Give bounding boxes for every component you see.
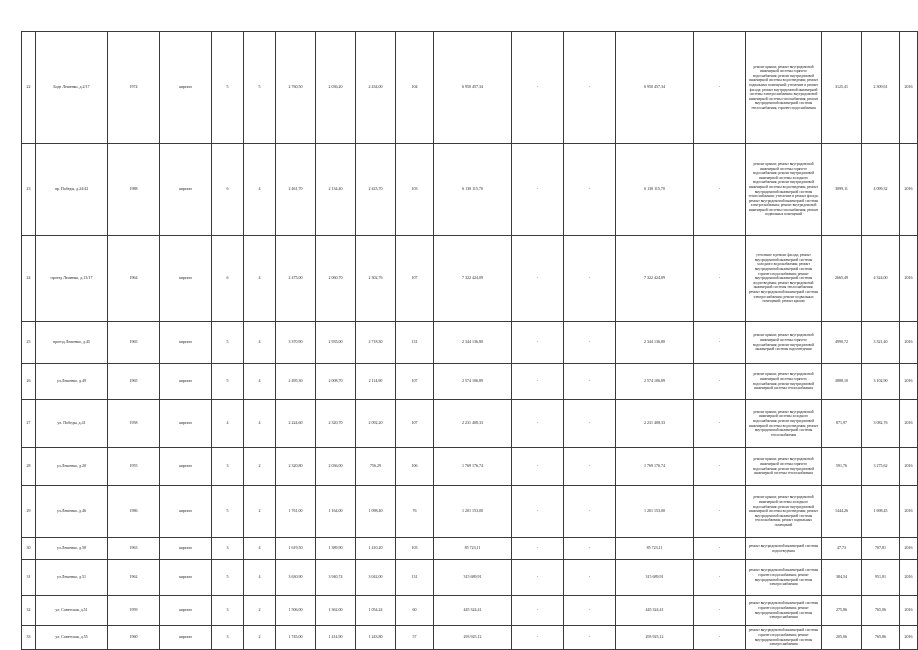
- cell-plan-year: 2016: [900, 626, 918, 650]
- cell-floors: 5: [212, 486, 244, 538]
- cell-material: кирпич: [160, 626, 212, 650]
- cell-address: пр. Победы, д.24/42: [36, 144, 108, 236]
- cell-fund-4: -: [694, 400, 746, 448]
- cell-fund-1: -: [512, 596, 564, 626]
- cell-year: 1960: [108, 626, 160, 650]
- cell-area-other: 1 243,80: [356, 626, 396, 650]
- cell-fund-1: -: [512, 486, 564, 538]
- cell-entrances: 5: [244, 32, 276, 144]
- cell-fund-2: -: [564, 236, 616, 322]
- cell-fund-1: -: [512, 400, 564, 448]
- cell-area-total: 2 461,70: [276, 144, 316, 236]
- table-row: [22, 626, 918, 650]
- cell-year: 1974: [108, 32, 160, 144]
- cell-area-living: 2 008,70: [316, 364, 356, 400]
- table-row: [22, 596, 918, 626]
- capital-repair-table: [21, 31, 918, 650]
- cell-address: проезд Лешенко, д.45: [36, 322, 108, 364]
- cell-area-other: 1 098,40: [356, 486, 396, 538]
- cell-entrances: 2: [244, 486, 276, 538]
- cell-material: кирпич: [160, 448, 212, 486]
- cell-number: 29: [22, 486, 36, 538]
- cell-area-total: 1 761,00: [276, 486, 316, 538]
- cell-fund-2: -: [564, 596, 616, 626]
- cell-limit-cost: 3 102,90: [862, 364, 900, 400]
- table-row: [22, 236, 918, 322]
- table-row: [22, 448, 918, 486]
- cell-plan-year: 2016: [900, 322, 918, 364]
- cell-unit-cost: 4990,72: [822, 322, 862, 364]
- cell-area-living: 2 320,70: [316, 400, 356, 448]
- cell-area-living: 3 940,74: [316, 560, 356, 596]
- cell-floors: 6: [212, 236, 244, 322]
- cell-entrances: 2: [244, 448, 276, 486]
- cell-work-types: ремонт крыши; ремонт внутридомовой инженерной системы холодного водоснабжения; ремонт внутридомовой инженерной системы водоотведения; ремонт внутридомовой инженерной системы теплоснабжения; ремонт подвальных помещений: [746, 486, 822, 538]
- cell-total-cost: 445 324,41: [434, 596, 512, 626]
- cell-address: ул.Лешенко, д.20: [36, 448, 108, 486]
- cell-area-total: 3 630,90: [276, 560, 316, 596]
- cell-plan-year: 2016: [900, 364, 918, 400]
- cell-fund-2: -: [564, 486, 616, 538]
- cell-floors: 5: [212, 32, 244, 144]
- cell-total-cost: 2 231 408,33: [434, 400, 512, 448]
- cell-area-living: 2 036,20: [316, 32, 356, 144]
- cell-year: 1959: [108, 596, 160, 626]
- cell-residents: 107: [396, 400, 434, 448]
- cell-address: ул.Лешенко, д.51: [36, 560, 108, 596]
- cell-residents: 104: [396, 32, 434, 144]
- cell-number: 32: [22, 596, 36, 626]
- cell-fund-4: -: [694, 486, 746, 538]
- cell-work-types: утепление и ремонт фасада; ремонт внутридомовой инженерной системы холодного водоснабжения; ремонт внутридомовой инженерной системы горячего водоснабжения; ремонт внутридомовой инженерной системы водоотведения; ремонт внутридомовой инженерной системы теплоснабжения; ремонт внутридомовой инженерной системы электроснабжения; ремонт подвальных помещений; ремонт крыши: [746, 236, 822, 322]
- cell-number: 33: [22, 626, 36, 650]
- cell-fund-4: -: [694, 32, 746, 144]
- cell-total-cost: 1 769 176,74: [434, 448, 512, 486]
- cell-fund-3: 315 689,91: [616, 560, 694, 596]
- table-row: [22, 364, 918, 400]
- cell-entrances: 4: [244, 322, 276, 364]
- cell-plan-year: 2016: [900, 538, 918, 560]
- cell-limit-cost: 765,86: [862, 626, 900, 650]
- cell-area-other: 1 054,24: [356, 596, 396, 626]
- cell-floors: 4: [212, 400, 244, 448]
- cell-area-other: 2 114,90: [356, 364, 396, 400]
- cell-fund-4: -: [694, 364, 746, 400]
- cell-address: ул. Советская, д.55: [36, 626, 108, 650]
- cell-material: кирпич: [160, 236, 212, 322]
- cell-fund-1: -: [512, 236, 564, 322]
- cell-residents: 76: [396, 486, 434, 538]
- cell-number: 24: [22, 236, 36, 322]
- cell-plan-year: 2016: [900, 32, 918, 144]
- cell-area-living: 2 935,00: [316, 322, 356, 364]
- cell-fund-3: 1 201 153,00: [616, 486, 694, 538]
- cell-work-types: ремонт крыши; ремонт внутридомовой инженерной системы холодного водоснабжения; ремонт внутридомовой инженерной системы водоотведения; ремонт внутридомовой инженерной системы теплоснабжения: [746, 400, 822, 448]
- cell-address: Боде Лешенко, д.2/17: [36, 32, 108, 144]
- cell-entrances: 4: [244, 400, 276, 448]
- cell-limit-cost: 951,81: [862, 560, 900, 596]
- cell-plan-year: 2016: [900, 236, 918, 322]
- cell-year: 1958: [108, 400, 160, 448]
- cell-total-cost: 293 925,12: [434, 626, 512, 650]
- cell-material: кирпич: [160, 322, 212, 364]
- table-row: [22, 538, 918, 560]
- cell-fund-3: 2 231 408,33: [616, 400, 694, 448]
- cell-limit-cost: 4 099,32: [862, 144, 900, 236]
- cell-fund-2: -: [564, 322, 616, 364]
- cell-area-living: 1 389,90: [316, 538, 356, 560]
- cell-area-total: 1 506,00: [276, 596, 316, 626]
- table-row: [22, 322, 918, 364]
- cell-fund-4: -: [694, 236, 746, 322]
- cell-number: 23: [22, 144, 36, 236]
- cell-fund-3: 6 130 115,70: [616, 144, 694, 236]
- cell-plan-year: 2016: [900, 486, 918, 538]
- cell-entrances: 4: [244, 236, 276, 322]
- cell-residents: 131: [396, 560, 434, 596]
- cell-fund-3: 6 950 457,34: [616, 32, 694, 144]
- cell-work-types: ремонт крыши; ремонт внутридомовой инженерной системы горячего водоснабжения; ремонт внутридомовой инженерной системы теплоснабжения: [746, 364, 822, 400]
- cell-total-cost: 6 950 457,34: [434, 32, 512, 144]
- cell-fund-4: -: [694, 626, 746, 650]
- cell-fund-1: -: [512, 144, 564, 236]
- cell-total-cost: 2 344 136,80: [434, 322, 512, 364]
- cell-work-types: ремонт крыши; ремонт внутридомовой инженерной системы горячего водоснабжения; ремонт внутридомовой инженерной системы водоотведения: [746, 322, 822, 364]
- cell-year: 1988: [108, 144, 160, 236]
- cell-unit-cost: 3099,11: [822, 144, 862, 236]
- cell-floors: 3: [212, 538, 244, 560]
- cell-area-total: 1 619,50: [276, 538, 316, 560]
- cell-unit-cost: 3125,41: [822, 32, 862, 144]
- cell-work-types: ремонт внутридомовой инженерной системы водоотведения: [746, 538, 822, 560]
- cell-fund-1: -: [512, 560, 564, 596]
- cell-number: 30: [22, 538, 36, 560]
- cell-year: 1965: [108, 364, 160, 400]
- cell-plan-year: 2016: [900, 400, 918, 448]
- cell-material: кирпич: [160, 400, 212, 448]
- cell-material: кирпич: [160, 32, 212, 144]
- cell-work-types: ремонт крыши; ремонт внутридомовой инженерной системы горячего водоснабжения; ремонт внутридомовой инженерной системы водоотведения; ремонт подвальных помещений; утепление и ремонт фасада; ремонт внутридомовой инженерной системы электроснабжения; внутридомовой инженерной системы газоснабжения; ремонт внутридомовой инженерной системы теплоснабжения, горячего водоснабжения: [746, 32, 822, 144]
- cell-address: ул. Победы, д.41: [36, 400, 108, 448]
- cell-plan-year: 2016: [900, 560, 918, 596]
- cell-year: 1965: [108, 322, 160, 364]
- cell-floors: 5: [212, 364, 244, 400]
- cell-entrances: 4: [244, 364, 276, 400]
- cell-limit-cost: 765,06: [862, 596, 900, 626]
- cell-area-other: 1 410,20: [356, 538, 396, 560]
- cell-residents: 106: [396, 448, 434, 486]
- cell-total-cost: 1 201 153,00: [434, 486, 512, 538]
- cell-number: 28: [22, 448, 36, 486]
- cell-residents: 60: [396, 596, 434, 626]
- cell-area-living: 2 060,70: [316, 236, 356, 322]
- cell-area-other: 2 302,76: [356, 236, 396, 322]
- cell-area-total: 1 745,00: [276, 626, 316, 650]
- table-row: [22, 400, 918, 448]
- cell-year: 1986: [108, 486, 160, 538]
- cell-year: 1955: [108, 448, 160, 486]
- cell-residents: 103: [396, 144, 434, 236]
- cell-total-cost: 6 130 115,70: [434, 144, 512, 236]
- cell-residents: 131: [396, 322, 434, 364]
- cell-area-other: 756,29: [356, 448, 396, 486]
- cell-fund-4: -: [694, 448, 746, 486]
- cell-material: кирпич: [160, 538, 212, 560]
- cell-area-living: 2 134,40: [316, 144, 356, 236]
- cell-area-total: 2 495,30: [276, 364, 316, 400]
- table-row: [22, 560, 918, 596]
- cell-fund-2: -: [564, 538, 616, 560]
- cell-number: 27: [22, 400, 36, 448]
- cell-total-cost: 7 322 424,09: [434, 236, 512, 322]
- cell-number: 22: [22, 32, 36, 144]
- cell-fund-1: -: [512, 32, 564, 144]
- cell-total-cost: 85 723,11: [434, 538, 512, 560]
- cell-limit-cost: 3 082,76: [862, 400, 900, 448]
- cell-entrances: 4: [244, 538, 276, 560]
- cell-fund-3: 445 324,41: [616, 596, 694, 626]
- cell-number: 31: [22, 560, 36, 596]
- cell-fund-2: -: [564, 400, 616, 448]
- cell-area-other: 2 423,70: [356, 144, 396, 236]
- cell-work-types: ремонт внутридомовой инженерной системы горячего водоснабжения; ремонт внутридомовой инженерной системы электроснабжения: [746, 596, 822, 626]
- cell-limit-cost: 707,81: [862, 538, 900, 560]
- cell-area-other: 2 718,30: [356, 322, 396, 364]
- cell-limit-cost: 4 324,00: [862, 236, 900, 322]
- cell-entrances: 2: [244, 626, 276, 650]
- cell-material: кирпич: [160, 486, 212, 538]
- cell-work-types: ремонт внутридомовой инженерной системы горячего водоснабжения; ремонт внутридомовой инженерной системы электроснабжения: [746, 626, 822, 650]
- cell-fund-3: 2 574 106,89: [616, 364, 694, 400]
- cell-unit-cost: 591,76: [822, 448, 862, 486]
- cell-floors: 5: [212, 322, 244, 364]
- cell-plan-year: 2016: [900, 596, 918, 626]
- cell-unit-cost: 384,54: [822, 560, 862, 596]
- cell-area-living: 1 164,00: [316, 486, 356, 538]
- cell-address: ул. Советская, д.51: [36, 596, 108, 626]
- cell-area-living: 1 362,00: [316, 596, 356, 626]
- cell-fund-4: -: [694, 596, 746, 626]
- cell-fund-3: 85 723,11: [616, 538, 694, 560]
- cell-unit-cost: 47,73: [822, 538, 862, 560]
- cell-floors: 5: [212, 560, 244, 596]
- cell-area-total: 2 224,60: [276, 400, 316, 448]
- cell-address: ул.Лешенко, д.49: [36, 364, 108, 400]
- cell-fund-1: -: [512, 322, 564, 364]
- table-row: [22, 32, 918, 144]
- cell-work-types: ремонт крыши; ремонт внутридомовой инженерной системы горячего водоснабжения; ремонт внутридомовой инженерной системы холодного водоснабжения; ремонт внутридомовой инженерной системы водоотведения; ремонт внутридомовой инженерной системы теплоснабжения; утепление и ремонт фасада; ремонт внутридомовой инженерной системы электроснабжения; ремонт внутридомовой инженерной системы газоснабжения; ремонт подвальных помещений: [746, 144, 822, 236]
- cell-year: 1963: [108, 538, 160, 560]
- cell-residents: 107: [396, 236, 434, 322]
- cell-plan-year: 2016: [900, 448, 918, 486]
- cell-material: кирпич: [160, 364, 212, 400]
- cell-work-types: ремонт внутридомовой инженерной системы горячего водоснабжения; ремонт внутридомовой инженерной системы электроснабжения: [746, 560, 822, 596]
- cell-unit-cost: 275,86: [822, 596, 862, 626]
- cell-fund-1: -: [512, 626, 564, 650]
- cell-address: ул.Лешенко, д.46: [36, 486, 108, 538]
- cell-entrances: 2: [244, 596, 276, 626]
- cell-year: 1964: [108, 236, 160, 322]
- cell-fund-3: 1 769 176,74: [616, 448, 694, 486]
- cell-floors: 6: [212, 144, 244, 236]
- cell-residents: 103: [396, 538, 434, 560]
- cell-entrances: 4: [244, 560, 276, 596]
- cell-limit-cost: 1 698,45: [862, 486, 900, 538]
- cell-area-other: 3 042,00: [356, 560, 396, 596]
- cell-fund-1: -: [512, 448, 564, 486]
- cell-area-total: 2 475,00: [276, 236, 316, 322]
- cell-unit-cost: 2665,49: [822, 236, 862, 322]
- cell-fund-2: -: [564, 448, 616, 486]
- cell-fund-3: 7 322 424,09: [616, 236, 694, 322]
- cell-fund-4: -: [694, 560, 746, 596]
- cell-number: 25: [22, 322, 36, 364]
- cell-area-total: 2 320,80: [276, 448, 316, 486]
- cell-area-total: 2 760,50: [276, 32, 316, 144]
- cell-floors: 3: [212, 596, 244, 626]
- cell-unit-cost: 3888,10: [822, 364, 862, 400]
- cell-area-living: 1 414,90: [316, 626, 356, 650]
- cell-area-total: 3 370,90: [276, 322, 316, 364]
- cell-work-types: ремонт крыши; ремонт внутридомовой инженерной системы горячего водоснабжения; ремонт внутридомовой инженерной системы теплоснабжения: [746, 448, 822, 486]
- cell-fund-1: -: [512, 364, 564, 400]
- cell-area-other: 2 434,00: [356, 32, 396, 144]
- cell-limit-cost: 2 309,61: [862, 32, 900, 144]
- cell-fund-2: -: [564, 626, 616, 650]
- cell-material: кирпич: [160, 596, 212, 626]
- cell-fund-1: -: [512, 538, 564, 560]
- cell-unit-cost: 1444,26: [822, 486, 862, 538]
- cell-fund-3: 293 925,12: [616, 626, 694, 650]
- cell-unit-cost: 871,97: [822, 400, 862, 448]
- cell-material: кирпич: [160, 560, 212, 596]
- cell-residents: 107: [396, 364, 434, 400]
- cell-fund-2: -: [564, 560, 616, 596]
- cell-limit-cost: 3 275,62: [862, 448, 900, 486]
- cell-fund-2: -: [564, 32, 616, 144]
- cell-area-other: 2 092,20: [356, 400, 396, 448]
- cell-fund-3: 2 344 136,80: [616, 322, 694, 364]
- cell-unit-cost: 205,06: [822, 626, 862, 650]
- cell-plan-year: 2016: [900, 144, 918, 236]
- cell-number: 26: [22, 364, 36, 400]
- cell-entrances: 4: [244, 144, 276, 236]
- cell-address: проезд Лешенко, д.13/17: [36, 236, 108, 322]
- cell-limit-cost: 3 321,40: [862, 322, 900, 364]
- cell-floors: 3: [212, 448, 244, 486]
- cell-fund-4: -: [694, 322, 746, 364]
- cell-area-living: 2 036,00: [316, 448, 356, 486]
- cell-address: ул.Лешенко, д.58: [36, 538, 108, 560]
- cell-floors: 3: [212, 626, 244, 650]
- table-row: [22, 144, 918, 236]
- cell-residents: 57: [396, 626, 434, 650]
- cell-total-cost: 2 574 106,89: [434, 364, 512, 400]
- cell-year: 1962: [108, 560, 160, 596]
- cell-fund-2: -: [564, 364, 616, 400]
- cell-fund-2: -: [564, 144, 616, 236]
- cell-total-cost: 315 689,91: [434, 560, 512, 596]
- cell-fund-4: -: [694, 144, 746, 236]
- cell-material: кирпич: [160, 144, 212, 236]
- table-row: [22, 486, 918, 538]
- cell-fund-4: -: [694, 538, 746, 560]
